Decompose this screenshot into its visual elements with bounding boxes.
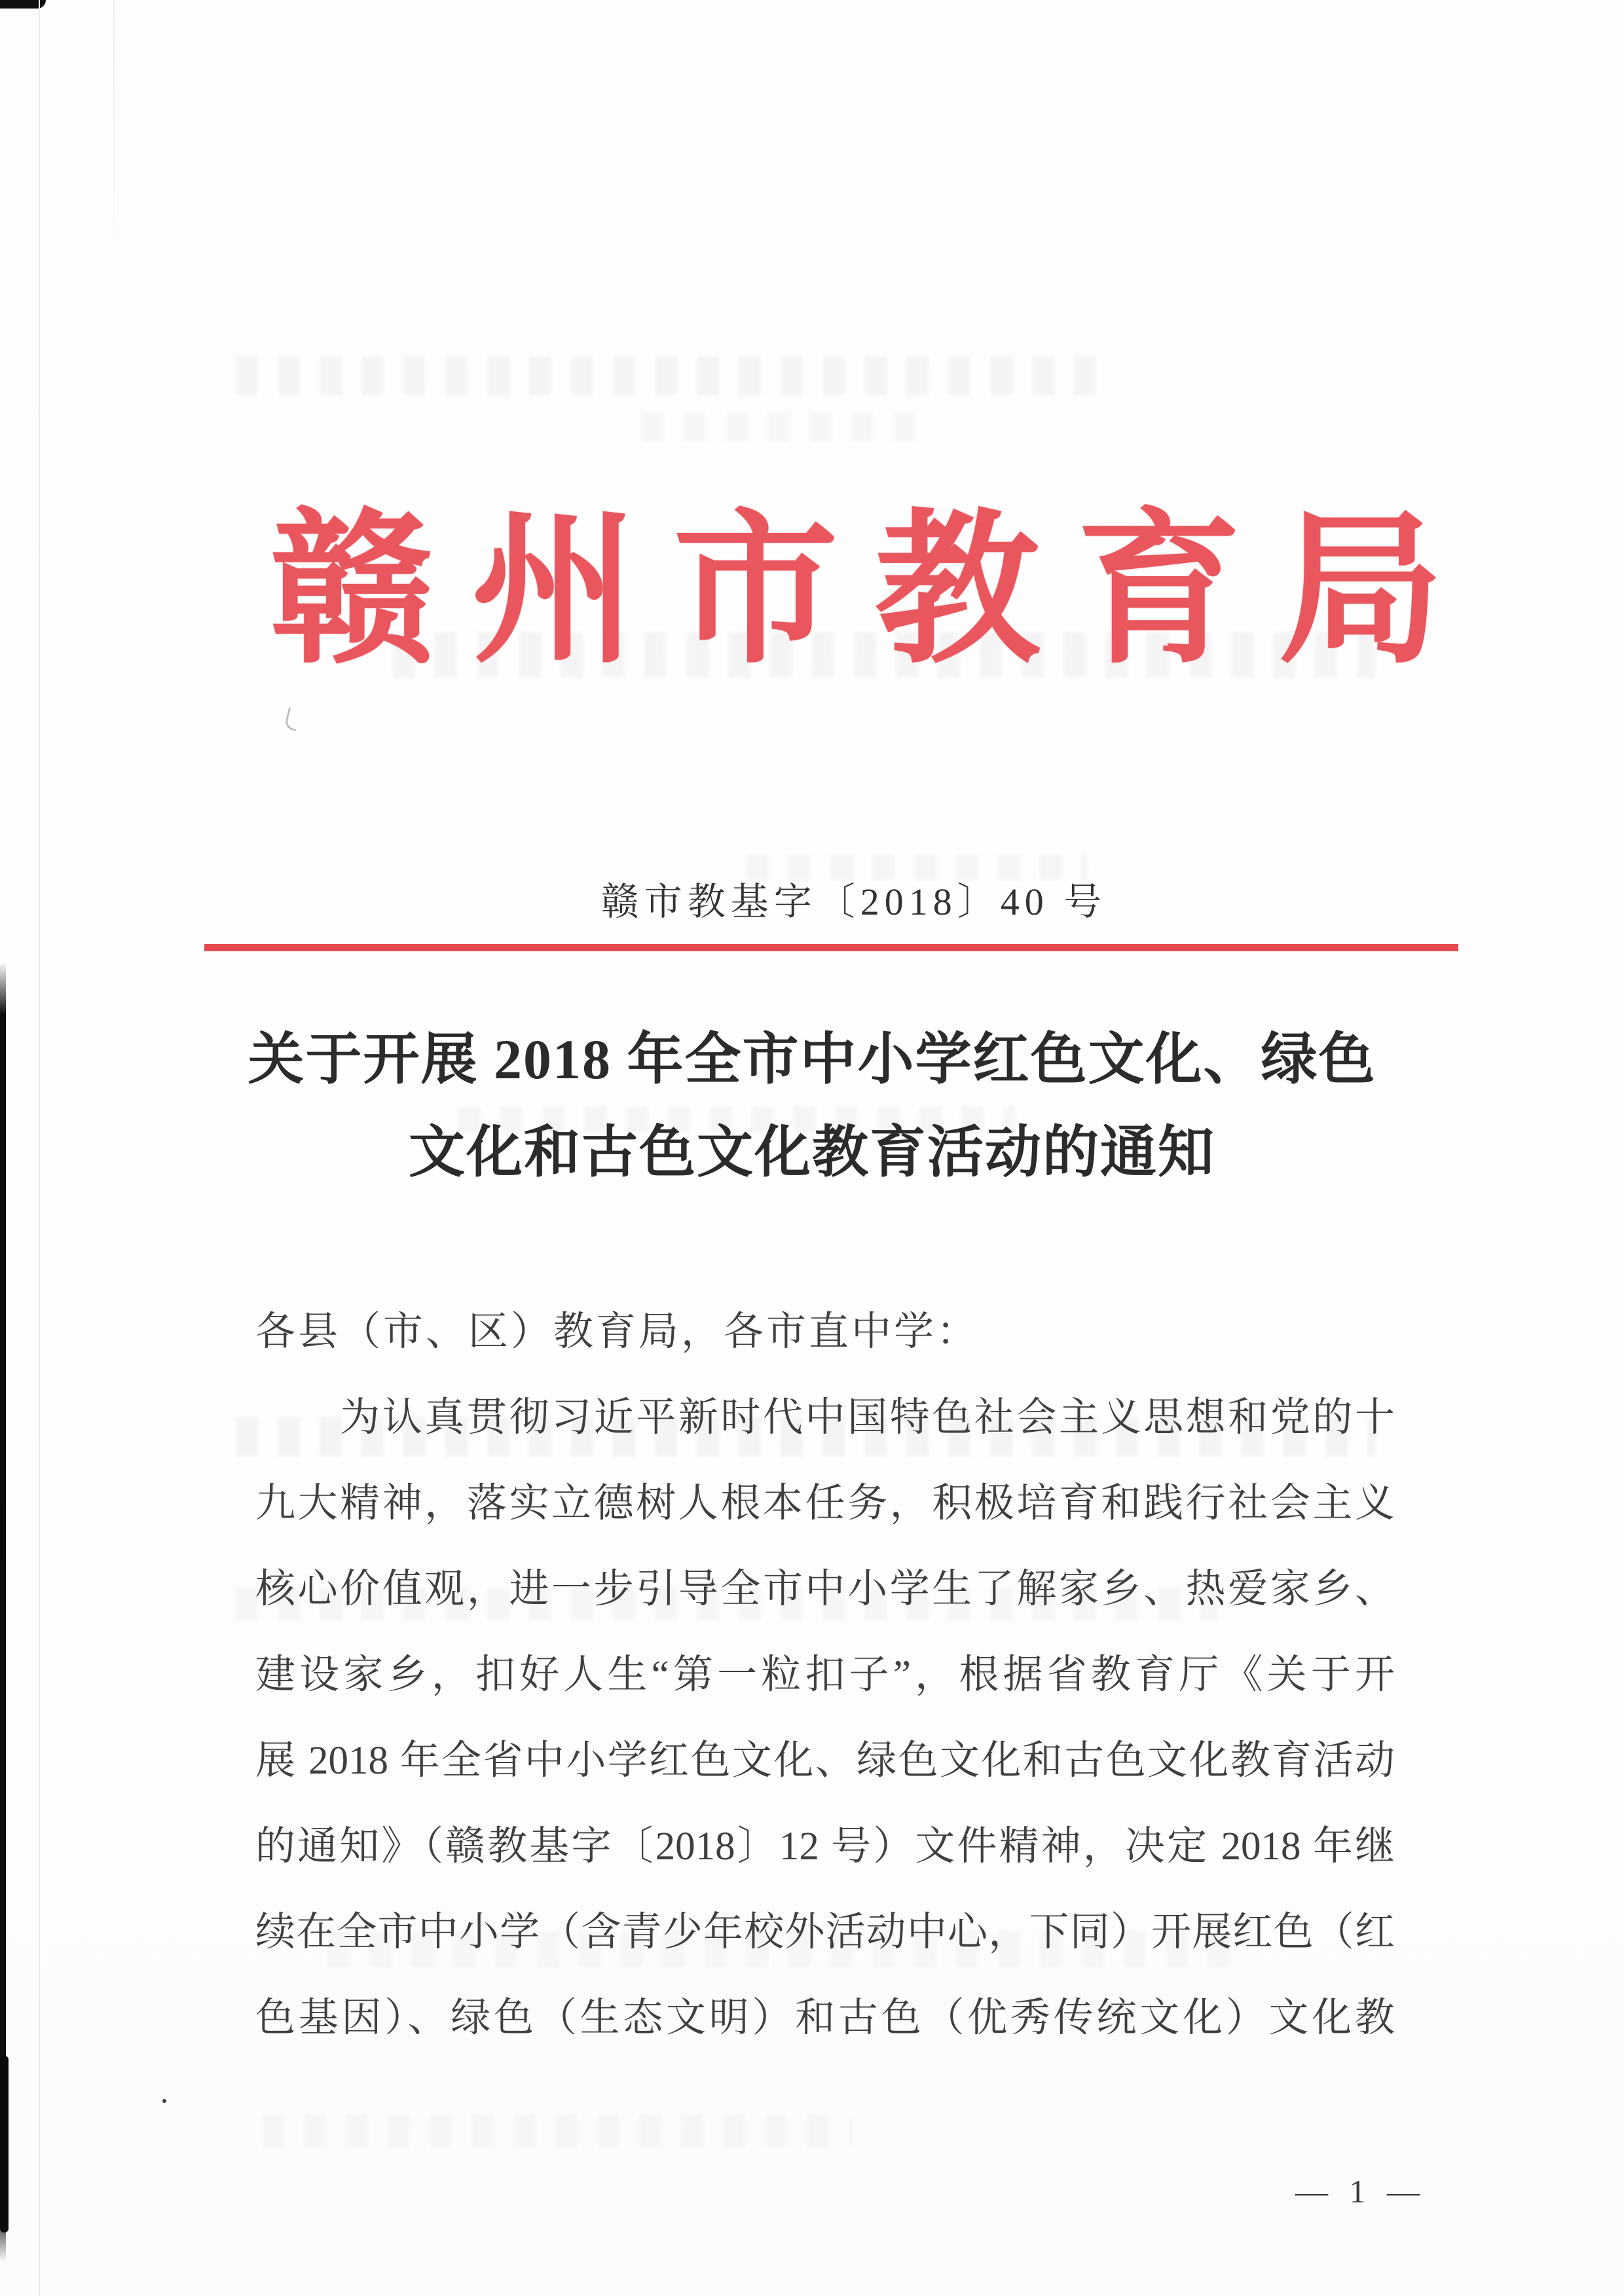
scan-artifact-bleedthrough (642, 412, 917, 442)
agency-letterhead-title: 赣州市教育局 (269, 500, 1480, 683)
body-line: 核心价值观，进一步引导全市中小学生了解家乡、热爱家乡、 (255, 1567, 1395, 1611)
body-line: 色基因）、绿色（生态文明）和古色（优秀传统文化）文化教 (255, 1996, 1395, 2040)
scan-artifact-speck (162, 2099, 166, 2103)
scan-artifact-bleedthrough (236, 357, 1100, 395)
document-reference-number: 赣市教基字〔2018〕40 号 (600, 881, 1107, 923)
scan-artifact-bleedthrough (262, 2115, 851, 2147)
scan-artifact-crease-top (113, 0, 115, 282)
scan-artifact-left-edge-wide (0, 2056, 9, 2232)
body-line: 建设家乡，扣好人生“第一粒扣子”，根据省教育厅《关于开 (255, 1653, 1395, 1697)
body-line: 九大精神，落实立德树人根本任务，积极培育和践行社会主义 (255, 1482, 1395, 1525)
body-line: 的通知》（赣教基字〔2018〕12 号）文件精神，决定 2018 年继 (255, 1825, 1395, 1868)
scan-artifact-bleedthrough (747, 854, 1087, 881)
page-number: — 1 — (1295, 2173, 1426, 2210)
body-line: 为认真贯彻习近平新时代中国特色社会主义思想和党的十 (255, 1396, 1395, 1440)
salutation-line: 各县（市、区）教育局，各市直中学： (255, 1310, 980, 1354)
document-title-line2: 文化和古色文化教育活动的通知 (409, 1121, 1215, 1184)
scan-artifact-squiggle (284, 707, 301, 731)
document-title-line1: 关于开展 2018 年全市中小学红色文化、绿色 (248, 1028, 1376, 1091)
body-line: 续在全市中小学（含青少年校外活动中心，下同）开展红色（红 (255, 1910, 1395, 1954)
document-title (0, 1013, 1624, 1199)
red-divider-line (204, 944, 1458, 951)
document-body (255, 1289, 1395, 2061)
body-line: 展 2018 年全省中小学红色文化、绿色文化和古色文化教育活动 (255, 1739, 1395, 1783)
